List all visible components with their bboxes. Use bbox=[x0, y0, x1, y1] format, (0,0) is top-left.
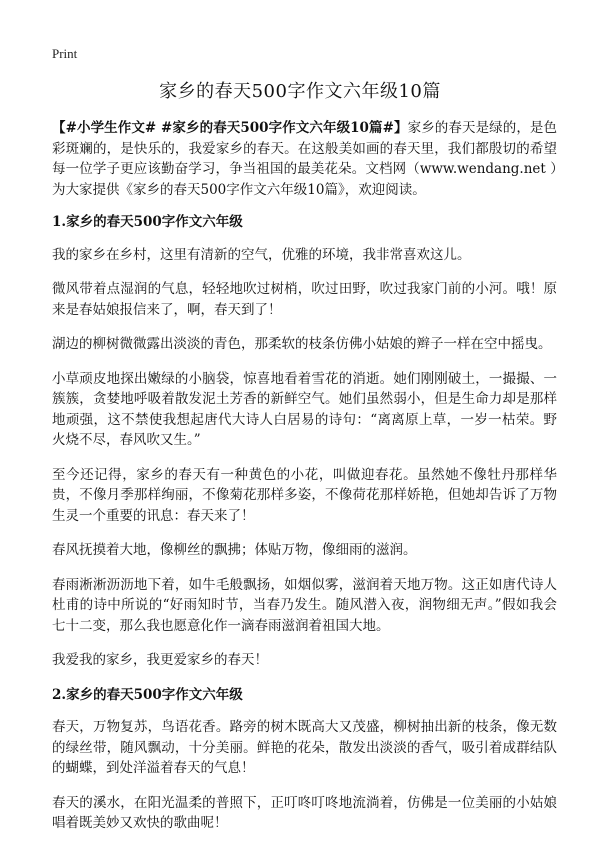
section-heading-1: 1.家乡的春天500字作文六年级 bbox=[52, 214, 243, 230]
paragraph: 春雨淅淅沥沥地下着，如牛毛般飘扬，如烟似雾，滋润着天地万物。这正如唐代诗人杜甫的诗中所说的“好雨知时节，当春乃发生。随风潜入夜，润物细无声。”假如我会七十二变，那么我也愿意化作一滴春雨滋润着祖国大地。 bbox=[52, 576, 557, 634]
intro-tags: 【#小学生作文# #家乡的春天500字作文六年级10篇#】 bbox=[52, 120, 408, 136]
paragraph: 春风抚摸着大地，像柳丝的飘拂；体贴万物，像细雨的滋润。 bbox=[52, 542, 417, 558]
paragraph: 春天的溪水，在阳光温柔的普照下，正叮咚叮咚地流淌着，仿佛是一位美丽的小姑娘唱着既美妙又欢快的歌曲呢！ bbox=[52, 794, 557, 831]
paragraph: 我爱我的家乡，我更爱家乡的春天！ bbox=[52, 652, 268, 668]
section-heading-2: 2.家乡的春天500字作文六年级 bbox=[52, 686, 243, 703]
print-link[interactable]: Print bbox=[52, 46, 78, 61]
article-body bbox=[52, 118, 557, 848]
paragraph: 小草顽皮地探出嫩绿的小脑袋，惊喜地看着雪花的消逝。她们刚刚破土，一撮撮、一簇簇，贪婪地呼吸着散发泥土芳香的新鲜空气。她们虽然弱小，但是生命力却是那样地顽强，这不禁使我想起唐代大诗人白居易的诗句：“离离原上草，一岁一枯荣。野火烧不尽，春风吹又生。” bbox=[52, 370, 557, 448]
page-title: 家乡的春天500字作文六年级10篇 bbox=[159, 81, 441, 102]
paragraph: 春天，万物复苏，鸟语花香。路旁的树木既高大又茂盛，柳树抽出新的枝条，像无数的绿丝带，随风飘动，十分美丽。鲜艳的花朵，散发出淡淡的香气，吸引着成群结队的蝴蝶，到处洋溢着春天的气息！ bbox=[52, 719, 557, 776]
paragraph: 至今还记得，家乡的春天有一种黄色的小花，叫做迎春花。虽然她不像牡丹那样华贵，不像月季那样绚丽，不像菊花那样多姿，不像荷花那样娇艳，但她却告诉了万物生灵一个重要的讯息：春天来了！ bbox=[52, 466, 557, 524]
paragraph: 我的家乡在乡村，这里有清新的空气，优雅的环境，我非常喜欢这儿。 bbox=[52, 246, 471, 263]
intro-text: 家乡的春天是绿的，是色彩斑斓的，是快乐的，我爱家乡的春天。在这般美如画的春天里，我们都殷切的希望每一位学子更应该勤奋学习，争当祖国的最美花朵。文档网（www.wendang.net ）为大家提供《家乡的春天500字作文六年级10篇》，欢迎阅读。 bbox=[52, 120, 558, 198]
paragraph: 湖边的柳树微微露出淡淡的青色，那柔软的枝条仿佛小姑娘的辫子一样在空中摇曳。 bbox=[52, 336, 552, 352]
paragraph: 微风带着点湿润的气息，轻轻地吹过树梢，吹过田野，吹过我家门前的小河。哦！原来是春姑娘报信来了，啊，春天到了！ bbox=[52, 281, 557, 318]
intro-paragraph bbox=[52, 118, 557, 200]
